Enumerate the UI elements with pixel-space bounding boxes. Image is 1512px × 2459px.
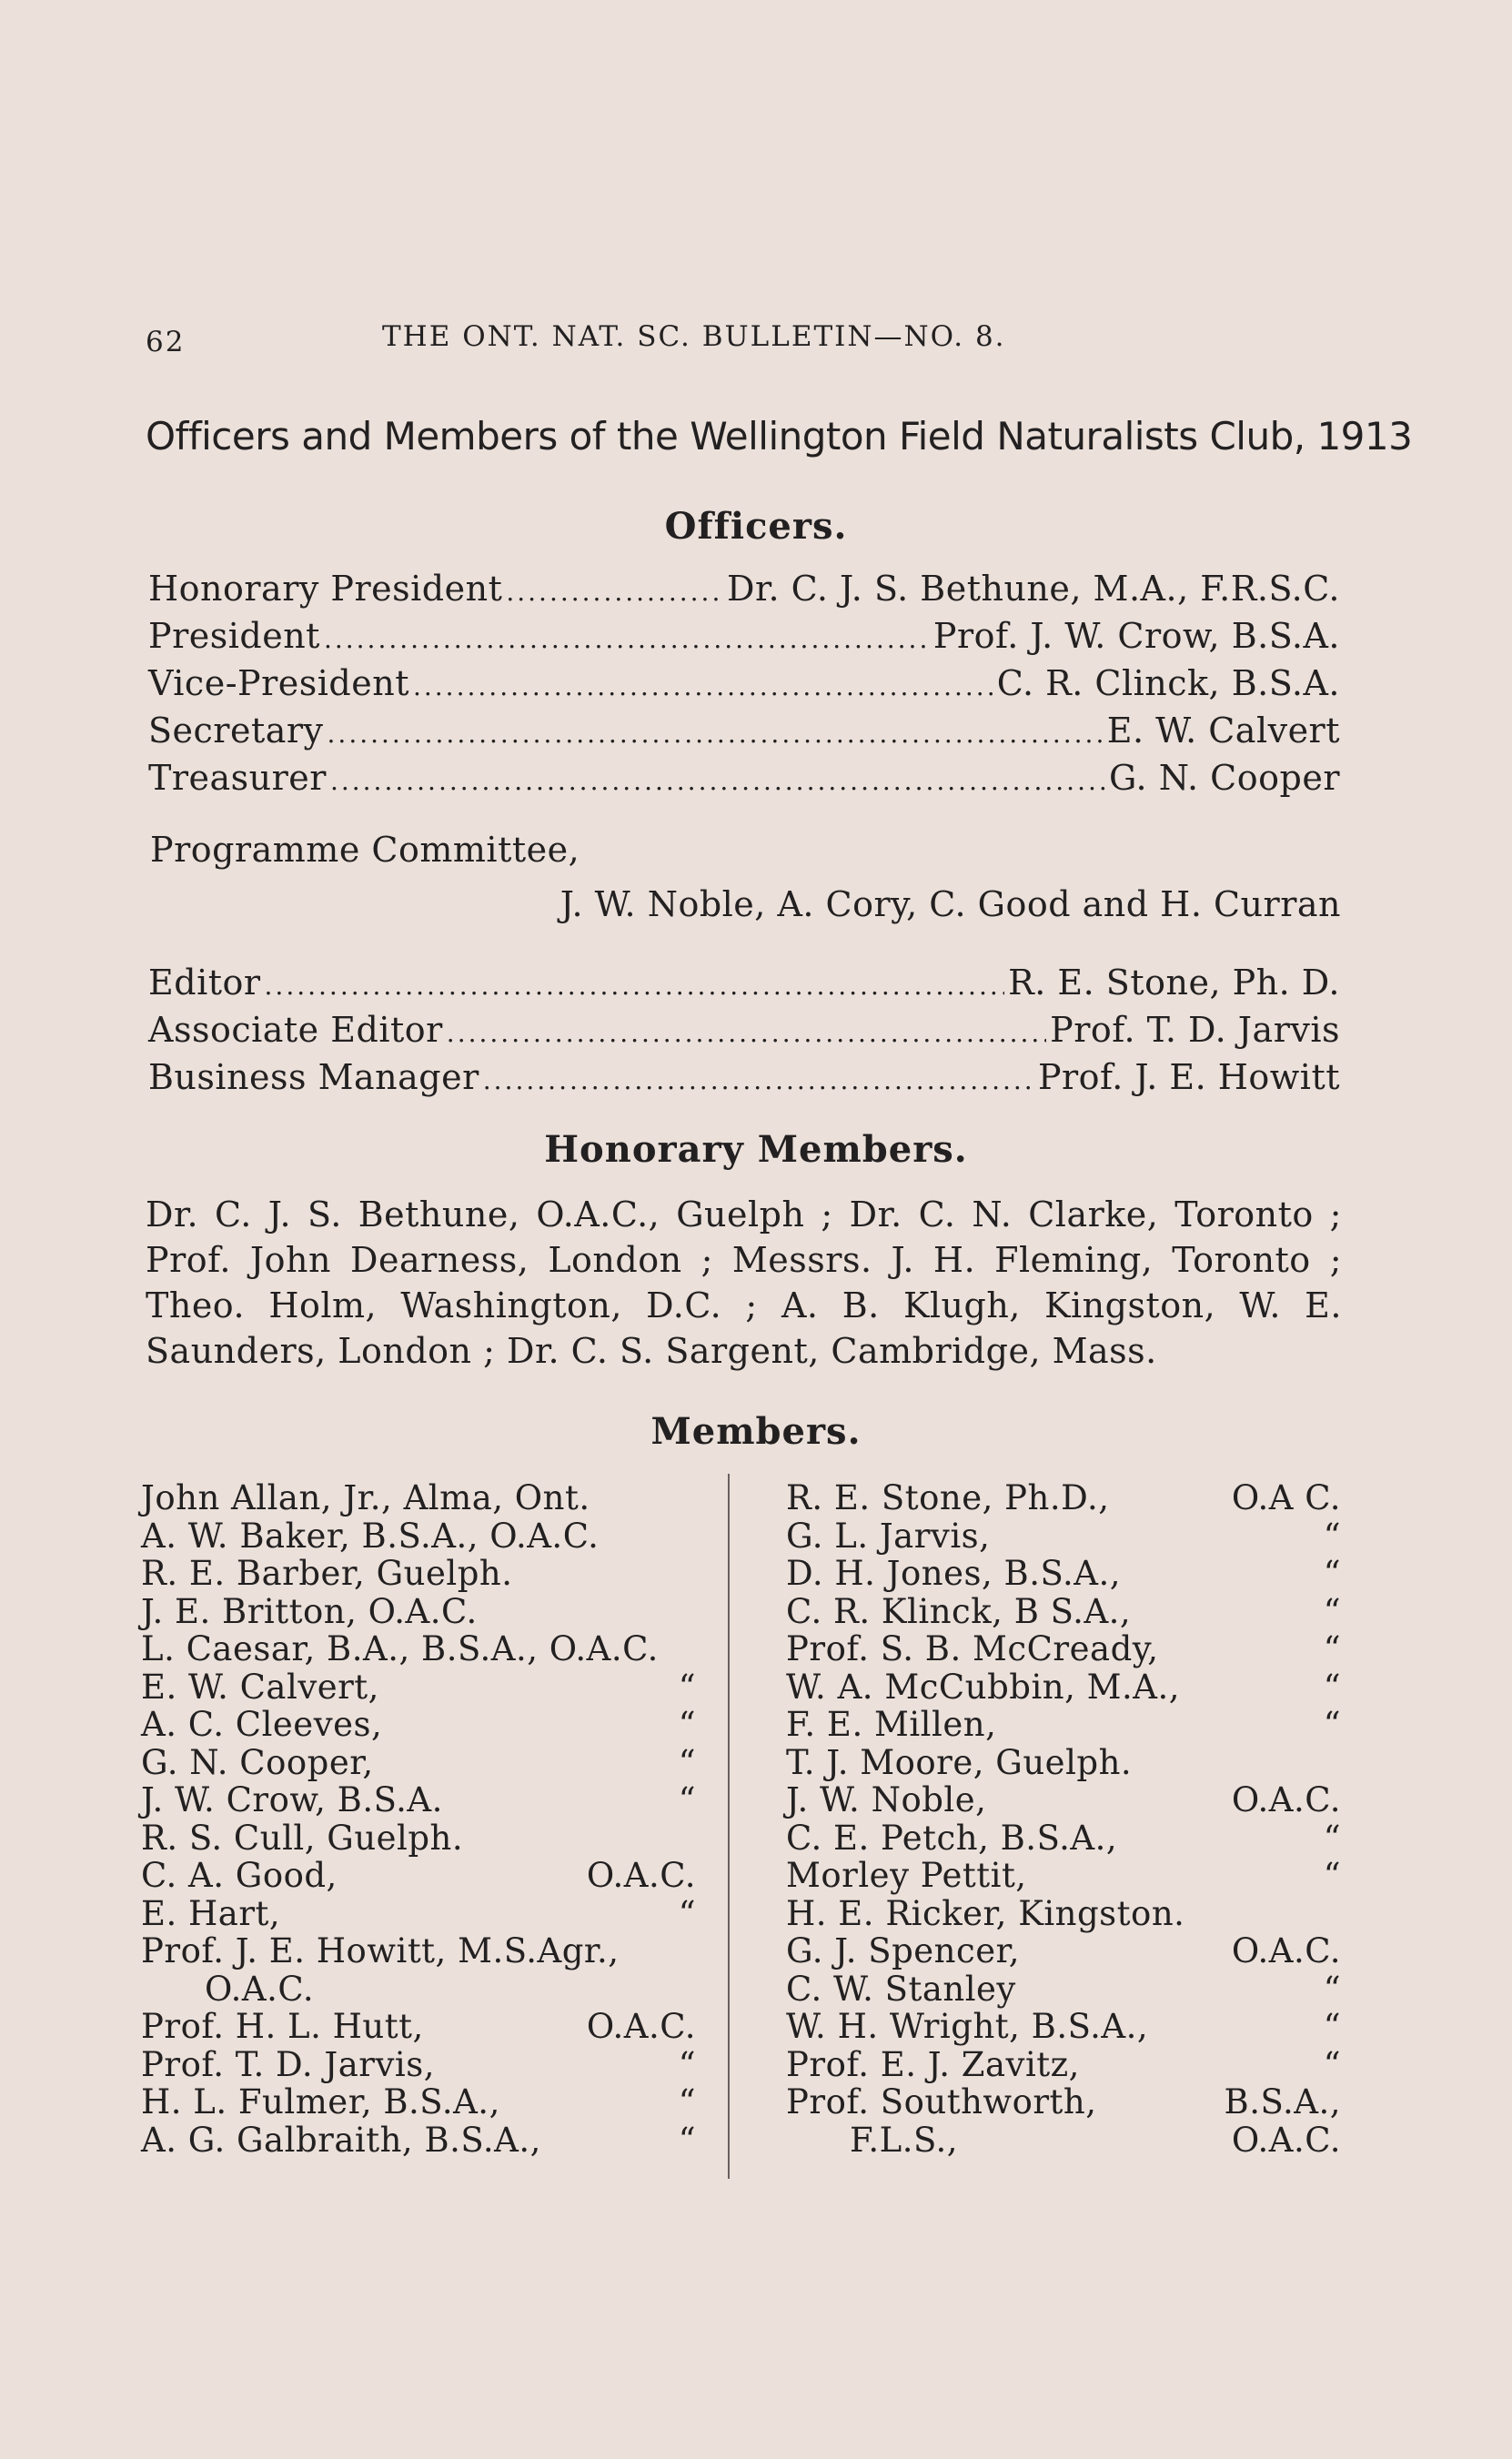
member-entry (141, 1931, 696, 1970)
member-entry (786, 2007, 1341, 2045)
member-name: J. W. Noble, (786, 1780, 987, 1819)
member-name: F.L.S., (850, 2120, 959, 2160)
member-affiliation: “ (1323, 1705, 1341, 1744)
member-affiliation: “ (678, 2082, 696, 2121)
editor-name: R. E. Stone, Ph. D. (1008, 962, 1340, 1003)
member-name: O.A.C. (205, 1969, 315, 2009)
editor-role: Editor (148, 962, 261, 1003)
members-heading: Members. (650, 1410, 862, 1453)
running-header (146, 320, 1128, 366)
page-number: 62 (146, 326, 186, 358)
member-name: C. W. Stanley (786, 1969, 1016, 2009)
member-entry (786, 1668, 1341, 1706)
member-entry (141, 2082, 696, 2121)
member-entry (786, 1705, 1341, 1743)
member-affiliation: O.A.C. (1231, 1931, 1341, 1970)
member-affiliation: “ (1323, 1629, 1341, 1668)
member-affiliation: “ (1323, 1667, 1341, 1707)
member-entry (141, 1517, 696, 1555)
officer-role: President (148, 616, 320, 656)
editor-row (148, 1057, 1340, 1104)
officer-row (148, 569, 1340, 616)
member-name: L. Caesar, B.A., B.S.A., O.A.C. (141, 1629, 659, 1668)
member-entry (786, 1629, 1341, 1668)
member-entry (786, 1554, 1341, 1592)
member-affiliation: O.A C. (1231, 1478, 1341, 1517)
member-entry (786, 1970, 1341, 2008)
members-right-column (786, 1478, 1341, 2158)
member-name: C. R. Klinck, B S.A., (786, 1591, 1132, 1631)
officer-name: Prof. J. W. Crow, B.S.A. (932, 616, 1340, 656)
leader-dots (328, 719, 1104, 749)
member-name: C. E. Petch, B.S.A., (786, 1818, 1118, 1858)
member-entry (141, 1705, 696, 1743)
members-left-column (141, 1478, 696, 2158)
club-title: Officers and Members of the Wellington Field Naturalists Club, 1913 (146, 414, 1413, 459)
member-entry (786, 2045, 1341, 2083)
officers-heading: Officers. (664, 505, 848, 548)
member-name: A. G. Galbraith, B.S.A., (141, 2120, 541, 2160)
leader-dots (447, 1018, 1046, 1048)
programme-committee-names: J. W. Noble, A. Cory, C. Good and H. Curran (559, 884, 1341, 924)
member-name: Prof. H. L. Hutt, (141, 2007, 424, 2046)
member-name: W. H. Wright, B.S.A., (786, 2007, 1149, 2046)
member-affiliation: O.A.C. (1231, 2120, 1341, 2160)
leader-dots (330, 766, 1105, 796)
member-entry (786, 1894, 1341, 1932)
member-entry (141, 1743, 696, 1781)
member-name: R. S. Cull, Guelph. (141, 1818, 464, 1858)
member-name: E. Hart, (141, 1893, 281, 1933)
member-affiliation: “ (678, 1780, 696, 1819)
officer-name: Dr. C. J. S. Bethune, M.A., F.R.S.C. (727, 569, 1340, 609)
member-name: C. A. Good, (141, 1856, 338, 1895)
member-entry (141, 1780, 696, 1819)
editor-name: Prof. T. D. Jarvis (1050, 1010, 1340, 1050)
member-affiliation: “ (678, 1893, 696, 1933)
member-affiliation: “ (1323, 2007, 1341, 2046)
officer-row (148, 616, 1340, 663)
member-affiliation: “ (678, 1667, 696, 1707)
member-name: T. J. Moore, Guelph. (786, 1742, 1133, 1782)
member-entry (141, 2045, 696, 2083)
member-name: Prof. T. D. Jarvis, (141, 2044, 435, 2084)
member-affiliation: “ (1323, 1969, 1341, 2009)
member-name: J. E. Britton, O.A.C. (141, 1591, 478, 1631)
member-entry (141, 1819, 696, 1857)
editor-role: Associate Editor (148, 1010, 443, 1050)
honorary-members-text: Dr. C. J. S. Bethune, O.A.C., Guelph ; Dr. C. N. Clarke, Toronto ; Prof. John Dearness, London ; Messrs. J. H. Fleming, Toronto ; Theo. Holm, Washington, D.C. ; A. B. Klugh, Kingston, W. E. Saunders, London ; Dr. C. S. Sargent, Cambridge, Mass. (146, 1194, 1342, 1371)
member-name: R. E. Stone, Ph.D., (786, 1478, 1110, 1517)
officer-name: E. W. Calvert (1106, 710, 1340, 751)
leader-dots (413, 671, 993, 701)
member-affiliation: “ (1323, 1554, 1341, 1593)
member-entry (141, 1894, 696, 1932)
member-name: E. W. Calvert, (141, 1667, 379, 1707)
officer-role: Vice-President (148, 663, 409, 703)
member-affiliation: “ (1323, 2044, 1341, 2084)
member-affiliation: “ (1323, 1856, 1341, 1895)
leader-dots (324, 624, 930, 654)
member-affiliation: “ (678, 2044, 696, 2084)
member-name: Morley Pettit, (786, 1856, 1027, 1895)
officer-row (148, 758, 1340, 805)
editor-row (148, 1010, 1340, 1057)
member-affiliation: “ (678, 2120, 696, 2160)
member-entry (141, 1478, 696, 1517)
member-affiliation: “ (678, 1742, 696, 1782)
leader-dots (506, 577, 723, 607)
member-entry (141, 2121, 696, 2159)
member-name: G. N. Cooper, (141, 1742, 374, 1782)
member-affiliation: “ (1323, 1591, 1341, 1631)
member-entry (141, 1629, 696, 1668)
officer-role: Treasurer (148, 758, 327, 798)
member-name: F. E. Millen, (786, 1705, 997, 1744)
officer-role: Honorary President (148, 569, 503, 609)
member-name: Prof. Southworth, (786, 2082, 1097, 2121)
member-affiliation: O.A.C. (1231, 1780, 1341, 1819)
member-entry (786, 2082, 1341, 2121)
member-entry (786, 1856, 1341, 1894)
member-entry (786, 1743, 1341, 1781)
member-affiliation: “ (1323, 1818, 1341, 1858)
member-entry (786, 1478, 1341, 1517)
member-name: G. L. Jarvis, (786, 1516, 991, 1556)
member-affiliation: O.A.C. (586, 2007, 696, 2046)
member-name: W. A. McCubbin, M.A., (786, 1667, 1181, 1707)
leader-dots (483, 1065, 1034, 1095)
member-affiliation: “ (678, 1705, 696, 1744)
member-entry (141, 1592, 696, 1630)
member-entry (786, 1819, 1341, 1857)
member-name: A. C. Cleeves, (141, 1705, 383, 1744)
member-entry (141, 1856, 696, 1894)
member-entry-continuation (786, 2121, 1341, 2159)
member-name: D. H. Jones, B.S.A., (786, 1554, 1121, 1593)
member-affiliation: O.A.C. (586, 1856, 696, 1895)
member-name: Prof. J. E. Howitt, M.S.Agr., (141, 1931, 620, 1970)
member-name: H. E. Ricker, Kingston. (786, 1893, 1185, 1933)
officer-role: Secretary (148, 710, 324, 751)
member-entry (141, 1554, 696, 1592)
member-name: A. W. Baker, B.S.A., O.A.C. (141, 1516, 600, 1556)
member-entry (786, 1931, 1341, 1970)
editor-role: Business Manager (148, 1057, 479, 1097)
member-name: John Allan, Jr., Alma, Ont. (141, 1478, 590, 1517)
leader-dots (265, 971, 1005, 1001)
officer-name: G. N. Cooper (1109, 758, 1340, 798)
member-entry (786, 1780, 1341, 1819)
member-name: J. W. Crow, B.S.A. (141, 1780, 443, 1819)
officer-name: C. R. Clinck, B.S.A. (996, 663, 1340, 703)
editor-name: Prof. J. E. Howitt (1037, 1057, 1340, 1097)
member-entry (786, 1592, 1341, 1630)
editor-row (148, 962, 1340, 1010)
member-name: G. J. Spencer, (786, 1931, 1021, 1970)
bulletin-title: THE ONT. NAT. SC. BULLETIN—NO. 8. (382, 320, 1006, 353)
officer-row (148, 710, 1340, 758)
member-entry (141, 1668, 696, 1706)
member-name: Prof. S. B. McCready, (786, 1629, 1159, 1668)
member-name: Prof. E. J. Zavitz, (786, 2044, 1080, 2084)
honorary-members-heading: Honorary Members. (544, 1128, 968, 1171)
member-entry (141, 2007, 696, 2045)
member-affiliation: B.S.A., (1224, 2082, 1341, 2121)
column-divider (728, 1474, 730, 2179)
officer-row (148, 663, 1340, 710)
member-entry (786, 1517, 1341, 1555)
member-entry-continuation (141, 1970, 696, 2008)
member-affiliation: “ (1323, 1516, 1341, 1556)
programme-committee-label: Programme Committee, (150, 830, 580, 870)
member-name: H. L. Fulmer, B.S.A., (141, 2082, 500, 2121)
member-name: R. E. Barber, Guelph. (141, 1554, 513, 1593)
